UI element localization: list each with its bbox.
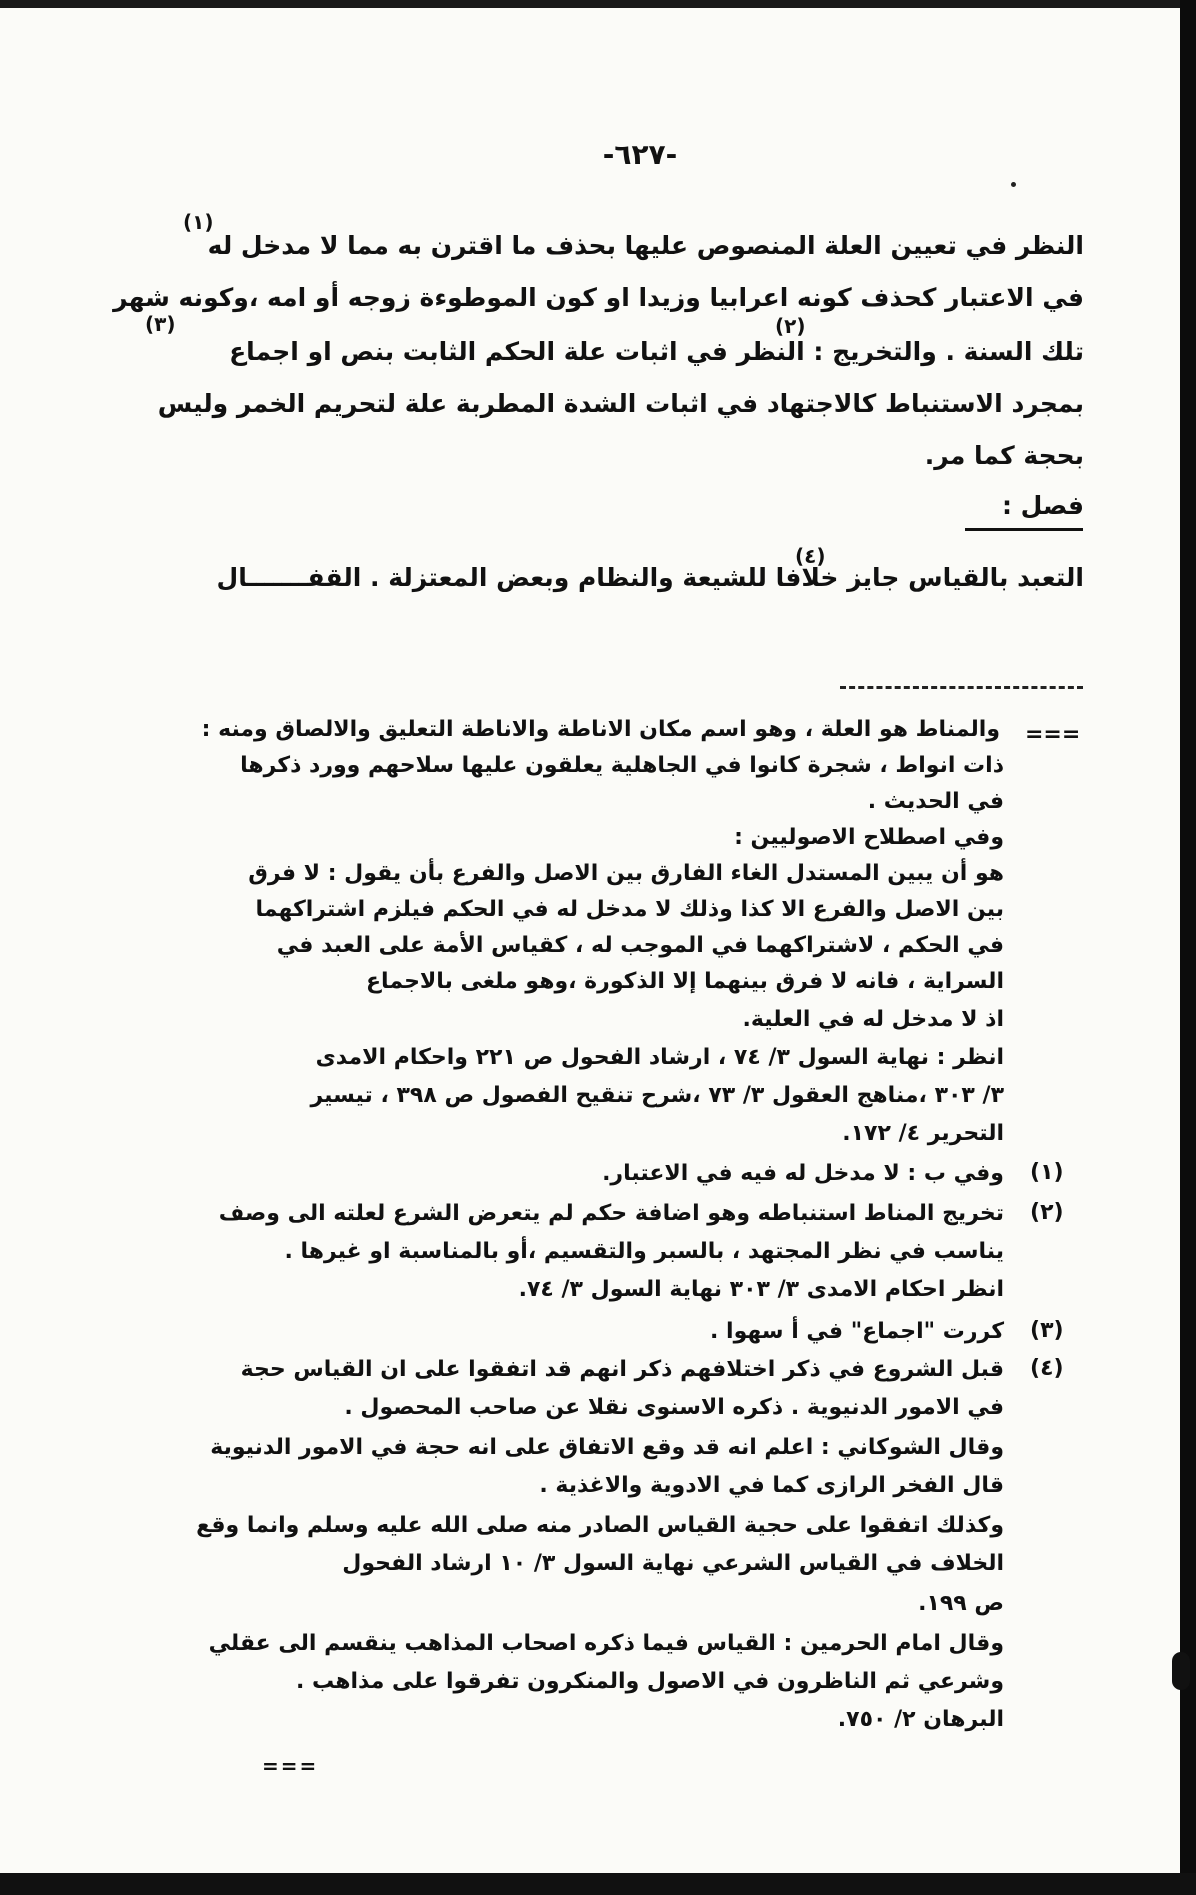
note-line: هو أن يبين المستدل الغاء الفارق بين الاصل والفرع بأن يقول : لا فرق: [248, 861, 1004, 886]
note-line: بين الاصل والفرع الا كذا وذلك لا مدخل له في الحكم فيلزم اشتراكهما: [255, 897, 1004, 922]
footnote-2-line: تخريج المناط استنباطه وهو اضافة حكم لم يتعرض الشرع لعلته الى وصف: [218, 1201, 1004, 1226]
note-line: في الحديث .: [867, 789, 1004, 814]
notes-end-mark: ===: [262, 1754, 319, 1778]
footnote-separator: [840, 686, 1083, 689]
note-line: وفي اصطلاح الاصوليين :: [734, 825, 1004, 850]
footnote-1-line: وفي ب : لا مدخل له فيه في الاعتبار.: [602, 1161, 1004, 1186]
scan-bottom-edge: [0, 1873, 1196, 1895]
footnote-mark-1: (١): [1030, 1160, 1064, 1185]
scan-right-edge: [1180, 0, 1196, 1895]
note-line: ٣/ ٣٠٣ ،مناهج العقول ٣/ ٧٣ ،شرح تنقيح الفصول ص ٣٩٨ ، تيسير: [310, 1083, 1004, 1108]
footnote-4-line: قبل الشروع في ذكر اختلافهم ذكر انهم قد اتفقوا على ان القياس حجة: [240, 1357, 1004, 1382]
note-line: والمناط هو العلة ، وهو اسم مكان الاناطة والاناطة التعليق والالصاق ومنه :: [201, 717, 1000, 742]
footnote-4-line: البرهان ٢/ ٧٥٠.: [837, 1707, 1004, 1732]
footnote-4-line: في الامور الدنيوية . ذكره الاسنوى نقلا عن صاحب المحصول .: [344, 1395, 1004, 1420]
footnote-4-line: الخلاف في القياس الشرعي نهاية السول ٣/ ١٠ ارشاد الفحول: [342, 1551, 1004, 1576]
footnote-4-line: قال الفخر الرازى كما في الادوية والاغذية .: [539, 1473, 1004, 1498]
footnote-4-line: وكذلك اتفقوا على حجية القياس الصادر منه صلى الله عليه وسلم وانما وقع: [196, 1513, 1004, 1538]
body-line-3: تلك السنة . والتخريج : النظر في اثبات علة الحكم الثابت بنص او اجماع: [229, 337, 1084, 366]
footnote-2-line: انظر احكام الامدى ٣/ ٣٠٣ نهاية السول ٣/ ٧٤.: [518, 1277, 1004, 1302]
body-line-2: في الاعتبار كحذف كونه اعرابيا وزيدا او كون الموطوءة زوجه أو امه ،وكونه شهر: [113, 283, 1084, 312]
body-line-1: النظر في تعيين العلة المنصوص عليها بحذف ما اقترن به مما لا مدخل له: [207, 231, 1084, 260]
note-line: التحرير ٤/ ١٧٢.: [842, 1121, 1004, 1146]
footnote-3-line: كررت "اجماع" في أ سهوا .: [710, 1319, 1004, 1344]
footnote-ref-1: (١): [183, 210, 214, 234]
note-line: السراية ، فانه لا فرق بينهما إلا الذكورة ،وهو ملغى بالاجماع: [366, 969, 1004, 994]
footnote-mark-2: (٢): [1030, 1200, 1064, 1225]
footnote-ref-3: (٣): [145, 312, 176, 336]
scan-speck: [1011, 182, 1016, 187]
footnote-mark-4: (٤): [1030, 1356, 1064, 1381]
scan-top-edge: [0, 0, 1196, 8]
note-line: في الحكم ، لاشتراكهما في الموجب له ، كقياس الأمة على العبد في: [276, 933, 1004, 958]
section-line: التعبد بالقياس جايز خلافا للشيعة والنظام وبعض المعتزلة . القفـــــــال: [216, 563, 1084, 592]
footnote-ref-2: (٢): [775, 314, 806, 338]
scan-edge-blob: [1172, 1652, 1190, 1690]
page-number: -٦٢٧-: [602, 138, 678, 171]
body-line-5: بحجة كما مر.: [924, 441, 1084, 470]
footnote-mark-3: (٣): [1030, 1318, 1064, 1343]
notes-lead-mark: ===: [1025, 722, 1081, 747]
footnote-4-line: وشرعي ثم الناظرون في الاصول والمنكرون تفرقوا على مذاهب .: [295, 1669, 1004, 1694]
section-title: فصل :: [1001, 491, 1084, 520]
note-line: ذات انواط ، شجرة كانوا في الجاهلية يعلقون عليها سلاحهم وورد ذكرها: [240, 753, 1004, 778]
body-line-4: بمجرد الاستنباط كالاجتهاد في اثبات الشدة المطربة علة لتحريم الخمر وليس: [157, 389, 1084, 418]
note-line: انظر : نهاية السول ٣/ ٧٤ ، ارشاد الفحول ص ٢٢١ واحكام الامدى: [315, 1045, 1004, 1070]
footnote-4-line: ص ١٩٩.: [918, 1591, 1004, 1616]
note-line: اذ لا مدخل له في العلية.: [742, 1007, 1004, 1032]
footnote-ref-4: (٤): [795, 544, 826, 568]
footnote-4-line: وقال امام الحرمين : القياس فيما ذكره اصحاب المذاهب ينقسم الى عقلي: [208, 1631, 1004, 1656]
footnote-4-line: وقال الشوكاني : اعلم انه قد وقع الاتفاق على انه حجة في الامور الدنيوية: [210, 1435, 1004, 1460]
section-underline: [965, 528, 1083, 531]
footnote-2-line: يناسب في نظر المجتهد ، بالسبر والتقسيم ،أو بالمناسبة او غيرها .: [284, 1239, 1004, 1264]
